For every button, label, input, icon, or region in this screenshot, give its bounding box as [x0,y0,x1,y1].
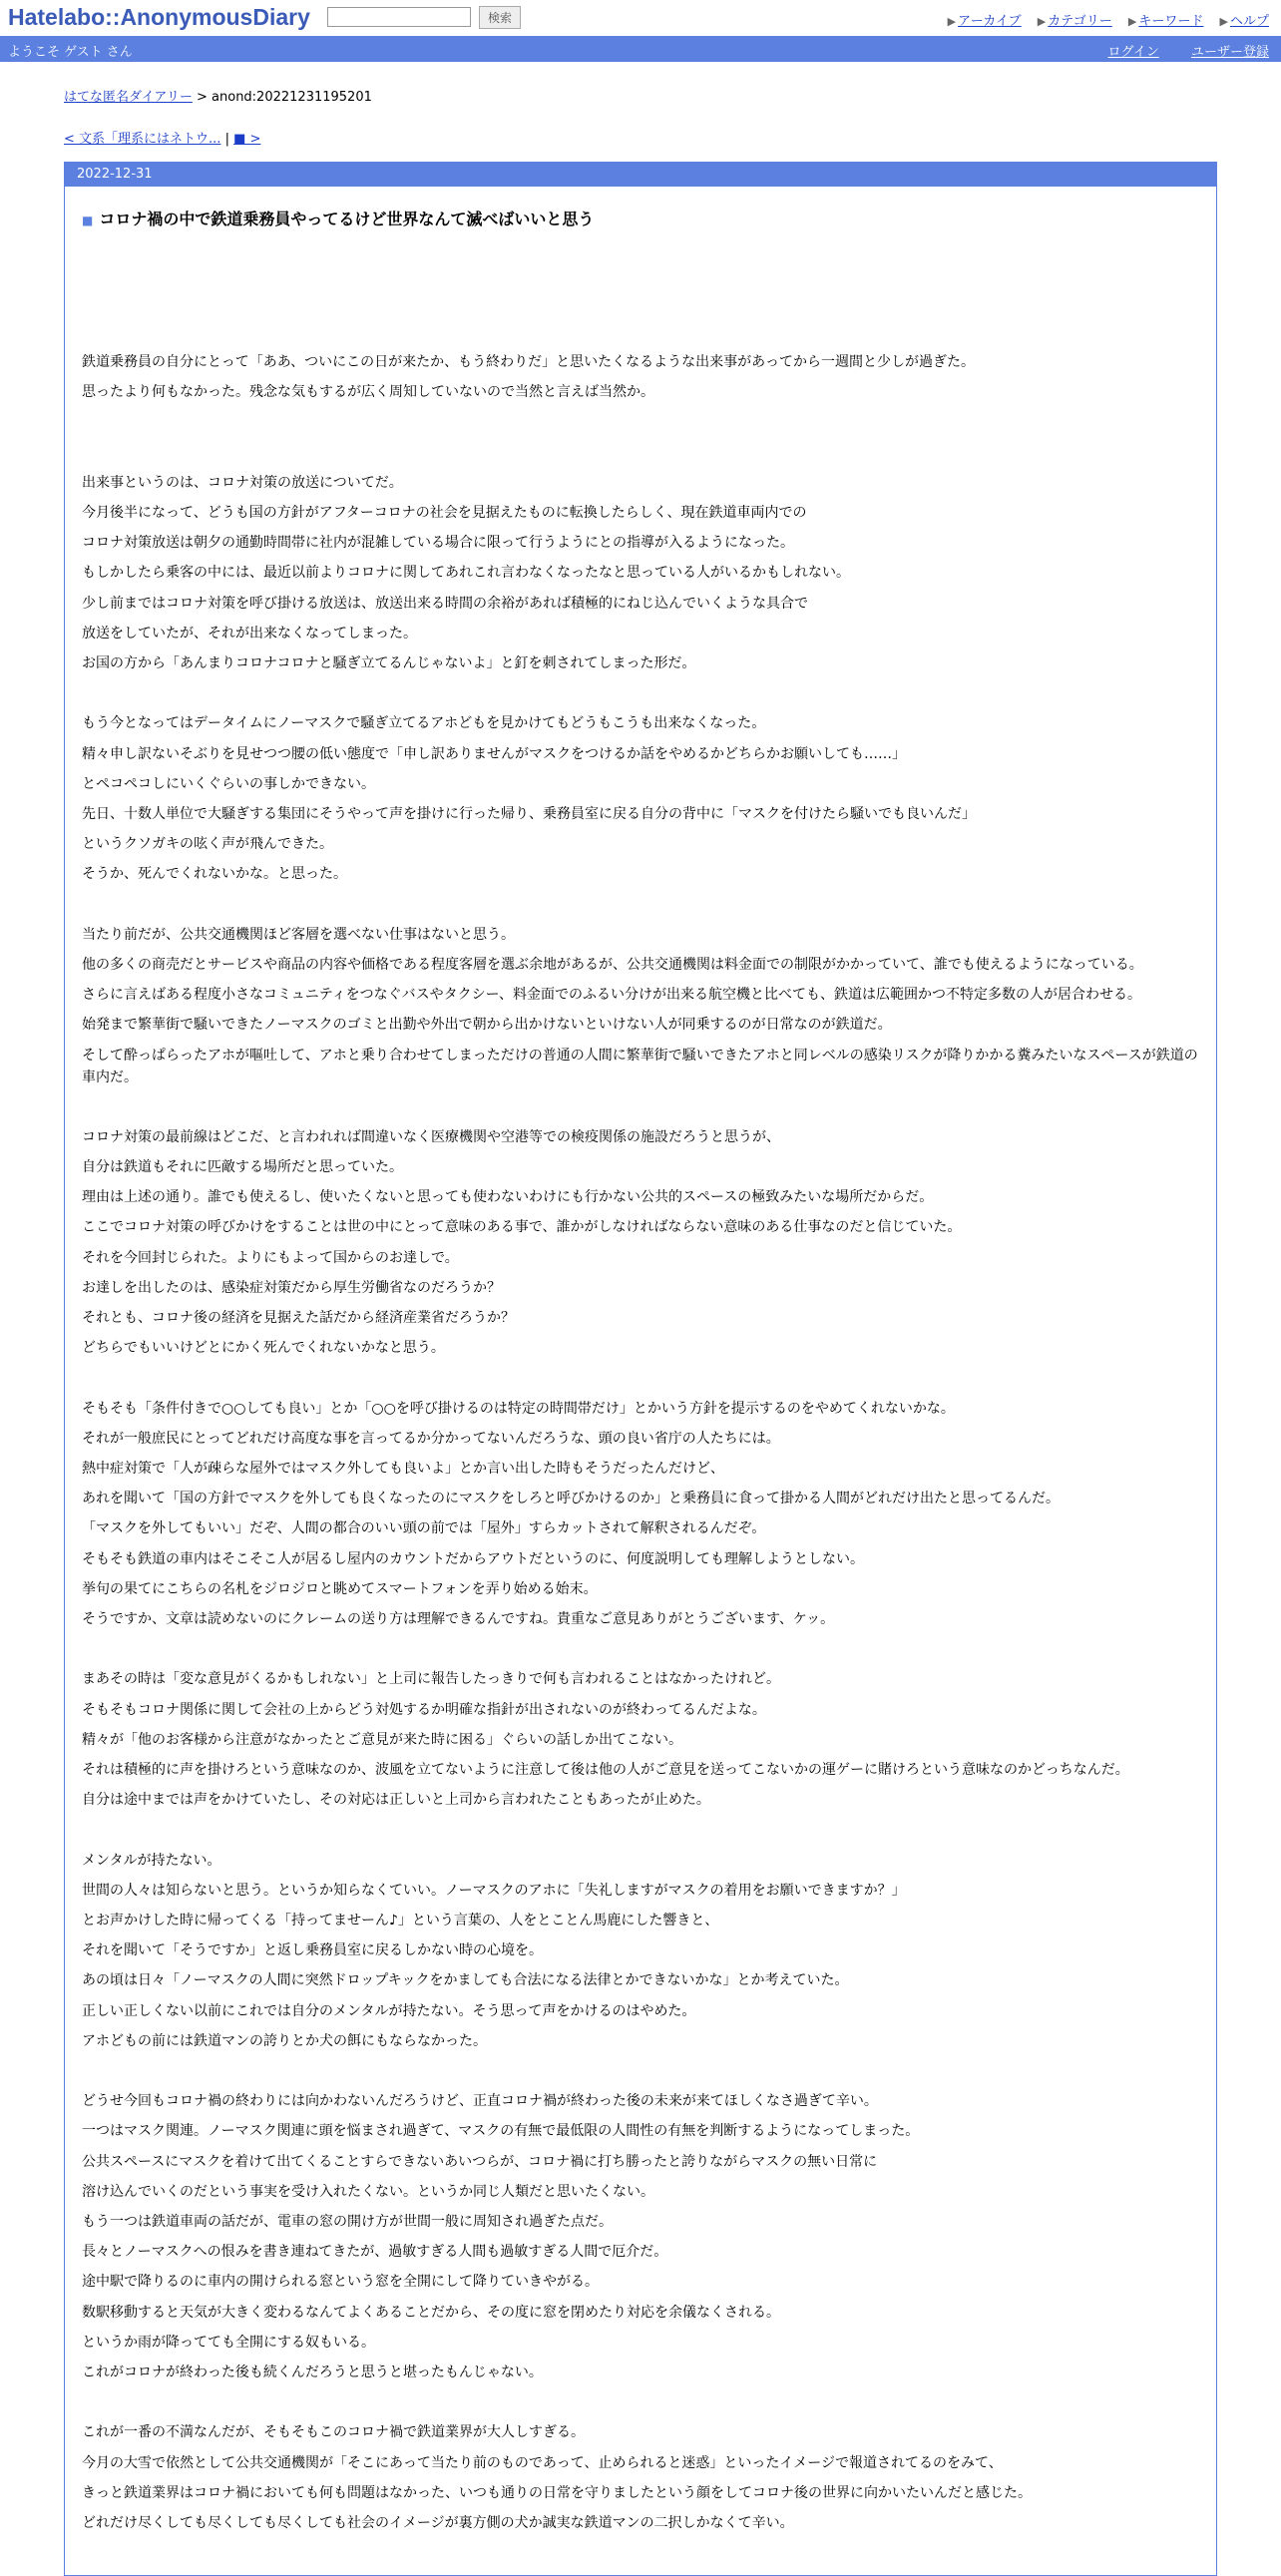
body-line: もう一つは鉄道車両の話だが、電車の窓の開け方が世間一般に周知され過ぎた点だ。 [82,2214,613,2231]
body-line: これが一番の不満なんだが、そもそもこのコロナ禍で鉄道業界が大人しすぎる。 [82,2424,585,2441]
body-line: そもそもコロナ関係に関して会社の上からどう対処するか明確な指針が出されないのが終わってるんだよな。 [82,1701,766,1718]
body-line: それを聞いて「そうですか」と返し乗務員室に戻るしかない時の心境を。 [82,1942,543,1959]
body-line: 長々とノーマスクへの恨みを書き連ねてきたが、過敏すぎる人間も過敏すぎる人間で厄介だ。 [82,2244,668,2261]
body-line: あれを聞いて「国の方針でマスクを外しても良くなったのにマスクをしろと呼びかけるのか」と乗務員に食って掛かる人間がどれだけ出たと思ってるんだ。 [82,1491,1060,1507]
body-line: とお声かけした時に帰ってくる「持ってませーん♪」という言葉の、人をとことん馬鹿にした響きと、 [82,1913,719,1930]
body-line: 溶け込んでいくのだという事実を受け入れたくない。というか同じ人類だと思いたくない。 [82,2183,654,2200]
paragraph-gap [82,1815,1199,1845]
welcome-text: ようこそ ゲスト さん [8,45,133,60]
register-link[interactable]: ユーザー登録 [1190,45,1269,60]
breadcrumb [64,86,372,105]
prev-entry-link[interactable]: < 文系「理系にはネトウ... [64,132,221,147]
body-line: 思ったより何もなかった。残念な気もするが広く周知していないので当然と言えば当然か。 [82,384,654,401]
search-input[interactable] [327,7,471,27]
body-line: お国の方から「あんまりコロナコロナと騒ぎ立てるんじゃないよ」と釘を刺されてしまった形だ。 [82,655,696,671]
body-line: そもそも鉄道の車内はそこそこ人が居るし屋内のカウントだからアウトだというのに、何度説明しても理解しようとしない。 [82,1550,864,1567]
body-line: 今月の大雪で依然として公共交通機関が「そこにあって当たり前のものであって、止められると迷惑」といったイメージで報道されてるのをみて、 [82,2454,1003,2471]
body-line: きっと鉄道業界はコロナ禍においても何も問題はなかった、いつも通りの日常を守りましたという顔をしてコロナ後の世界に向かいたいんだと感じた。 [82,2484,1032,2501]
body-line: もう今となってはデータイムにノーマスクで騒ぎ立てるアホどもを見かけてもどうもこうも出来なくなった。 [82,715,766,732]
paragraph-gap [82,438,1199,468]
entry-body [82,347,1199,2538]
body-line: 世間の人々は知らないと思う。というか知らなくていい。ノーマスクのアホに「失礼しますがマスクの着用をお願いできますか？」 [82,1882,906,1899]
paragraph-gap [82,2387,1199,2417]
body-line: 自分は途中までは声をかけていたし、その対応は正しいと上司から言われたこともあったが止めた。 [82,1792,710,1809]
body-line: そして酔っぱらったアホが嘔吐して、アホと乗り合わせてしまっただけの普通の人間に繁華街で騒いできたアホと同レベルの感染リスクが降りかかる糞みたいなスペースが鉄道の車内だ。 [82,1047,1198,1085]
body-line: 理由は上述の通り。誰でも使えるし、使いたくないと思っても使わないわけにも行かない公共的スペースの極致みたいな場所だからだ。 [82,1189,934,1206]
body-line: それを今回封じられた。よりにもよって国からのお達しで。 [82,1249,459,1266]
breadcrumb-separator: > [196,90,208,105]
arrow-icon: ▶ [947,15,957,28]
entry-title [82,207,594,229]
arrow-icon: ▶ [1037,15,1047,28]
paragraph-gap [82,407,1199,437]
pager-separator: | [224,132,229,147]
breadcrumb-current: anond:20221231195201 [212,90,372,105]
body-line: 少し前まではコロナ対策を呼び掛ける放送は、放送出来る時間の余裕があれば積極的にねじ込んでいくような具合で [82,595,808,612]
body-line: というか雨が降ってても全開にする奴もいる。 [82,2334,375,2351]
arrow-icon: ▶ [1219,15,1228,28]
breadcrumb-home-link[interactable]: はてな匿名ダイアリー [64,90,193,105]
body-line: 数駅移動すると天気が大きく変わるなんてよくあることだから、その度に窓を閉めたり対応を余儀なくされる。 [82,2304,780,2321]
paragraph-gap [82,1634,1199,1664]
body-line: そうですか、文章は読めないのにクレームの送り方は理解できるんですね。貴重なご意見ありがとうございます、ケッ。 [82,1611,835,1628]
entry-permalink[interactable]: ■ [82,214,94,227]
search-button[interactable]: 検索 [479,6,521,29]
body-line: 熱中症対策で「人が疎らな屋外ではマスク外しても良いよ」とか言い出した時もそうだったんだけど、 [82,1461,724,1478]
next-entry-link[interactable]: ■ > [233,132,261,147]
entry-date: 2022-12-31 [65,163,1216,187]
top-links [948,10,1269,29]
body-line: コロナ対策の最前線はどこだ、と言われれば間違いなく医療機関や空港等での検疫関係の施設だろうと思うが、 [82,1128,780,1145]
body-line: ここでコロナ対策の呼びかけをすることは世の中にとって意味のある事で、誰かがしなければならない意味のある仕事なのだと信じていた。 [82,1219,962,1236]
entry-title-text: コロナ禍の中で鉄道乗務員やってるけど世界なんて滅べばいいと思う [99,210,595,228]
help-link[interactable]: ヘルプ [1229,14,1269,29]
account-links [1079,41,1269,60]
body-line: そうか、死んでくれないかな。と思った。 [82,866,347,883]
user-bar [0,36,1281,62]
body-line: どれだけ尽くしても尽くしても尽くしても社会のイメージが裏方側の犬か誠実な鉄道マンの二択しかなくて辛い。 [82,2515,794,2532]
body-line: 「マスクを外してもいい」だぞ、人間の都合のいい頭の前では「屋外」すらカットされて解釈されるんだぞ。 [82,1520,766,1537]
body-line: お達しを出したのは、感染症対策だから厚生労働省なのだろうか？ [82,1279,501,1296]
login-link[interactable]: ログイン [1107,45,1159,60]
body-line: それが一般庶民にとってどれだけ高度な事を言ってるか分かってないんだろうな、頭の良い省庁の人たちには。 [82,1430,780,1447]
body-line: 精々が「他のお客様から注意がなかったとご意見が来た時に困る」ぐらいの話しか出てこない。 [82,1731,682,1748]
body-line: 鉄道乗務員の自分にとって「ああ、ついにこの日が来たか、もう終わりだ」と思いたくなるような出来事があってから一週間と少しが過ぎた。 [82,354,976,370]
body-line: どちらでもいいけどとにかく死んでくれないかなと思う。 [82,1340,445,1357]
paragraph-gap [82,1363,1199,1393]
body-line: それとも、コロナ後の経済を見据えた話だから経済産業省だろうか？ [82,1310,515,1327]
body-line: もしかしたら乗客の中には、最近以前よりコロナに関してあれこれ言わなくなったなと思っている人がいるかもしれない。 [82,565,850,582]
body-line: 公共スペースにマスクを着けて出てくることすらできないあいつらが、コロナ禍に打ち勝ったと誇りながらマスクの無い日常に [82,2153,878,2170]
entry-box [64,162,1217,2576]
paragraph-gap [82,1092,1199,1122]
body-line: 途中駅で降りるのに車内の開けられる窓という窓を全開にして降りていきやがる。 [82,2274,599,2291]
body-line: 始発まで繁華街で騒いできたノーマスクのゴミと出勤や外出で朝から出かけないといけない人が同乗するのが日常なのが鉄道だ。 [82,1017,892,1034]
body-line: 自分は鉄道もそれに匹敵する場所だと思っていた。 [82,1159,403,1175]
body-line: 出来事というのは、コロナ対策の放送についてだ。 [82,474,403,491]
body-line: さらに言えばある程度小さなコミュニティをつなぐバスやタクシー、料金面でのふるい分けが出来る航空機と比べても、鉄道は広範囲かつ不特定多数の人が居合わせる。 [82,987,1142,1004]
body-line: 今月後半になって、どうも国の方針がアフターコロナの社会を見据えたものに転換したらしく、現在鉄道車両内での [82,504,807,521]
body-line: 挙句の果てにこちらの名札をジロジロと眺めてスマートフォンを弄り始める始末。 [82,1580,598,1597]
body-line: 放送をしていたが、それが出来なくなってしまった。 [82,625,417,642]
site-logo[interactable]: Hatelabo::AnonymousDiary [8,4,310,30]
body-line: 精々申し訳ないそぶりを見せつつ腰の低い態度で「申し訳ありませんがマスクをつけるか話をやめるかどちらかお願いしても……」 [82,745,906,762]
body-line: というクソガキの呟く声が飛んできた。 [82,836,333,853]
body-line: 当たり前だが、公共交通機関ほど客層を選べない仕事はないと思う。 [82,926,515,943]
body-line: アホどもの前には鉄道マンの誇りとか犬の餌にもならなかった。 [82,2032,487,2049]
body-line: まあその時は「変な意見がくるかもしれない」と上司に報告したっきりで何も言われることはなかったけれど。 [82,1671,780,1688]
paragraph-gap [82,2056,1199,2086]
category-link[interactable]: カテゴリー [1048,14,1112,29]
entry-pager [64,128,260,147]
body-line: あの頃は日々「ノーマスクの人間に突然ドロップキックをかましても合法になる法律とかできないかな」とか考えていた。 [82,1972,849,1989]
top-bar [0,0,1281,36]
body-line: そもそも「条件付きで○○しても良い」とか「○○を呼び掛けるのは特定の時間帯だけ」とかいう方針を提示するのをやめてくれないかな。 [82,1400,955,1417]
paragraph-gap [82,678,1199,708]
body-line: これがコロナが終わった後も続くんだろうと思うと堪ったもんじゃない。 [82,2364,543,2381]
body-line: 正しい正しくない以前にこれでは自分のメンタルが持たない。そう思って声をかけるのはやめた。 [82,2002,696,2019]
body-line: とペコペコしにいくぐらいの事しかできない。 [82,775,375,792]
body-line: 一つはマスク関連。ノーマスク関連に頭を悩まされ過ぎて、マスクの有無で最低限の人間性の有無を判断するようになってしまった。 [82,2123,920,2140]
body-line: 他の多くの商売だとサービスや商品の内容や価格である程度客層を選ぶ余地があるが、公共交通機関は料金面での制限がかかっていて、誰でも使えるようになっている。 [82,957,1143,973]
archive-link[interactable]: アーカイブ [958,14,1022,29]
paragraph-gap [82,890,1199,920]
body-line: それは積極的に声を掛けろという意味なのか、波風を立てないように注意して後は他の人がご意見を送ってこないかの運ゲーに賭けろという意味なのかどっちなんだ。 [82,1762,1129,1779]
body-line: コロナ対策放送は朝夕の通勤時間帯に社内が混雑している場合に限って行うようにとの指導が入るようになった。 [82,535,794,552]
keyword-link[interactable]: キーワード [1138,14,1204,29]
arrow-icon: ▶ [1127,15,1137,28]
body-line: メンタルが持たない。 [82,1852,221,1869]
body-line: 先日、十数人単位で大騒ぎする集団にそうやって声を掛けに行った帰り、乗務員室に戻る自分の背中に「マスクを付けたら騒いでも良いんだ」 [82,806,976,822]
body-line: どうせ今回もコロナ禍の終わりには向かわないんだろうけど、正直コロナ禍が終わった後の未来が来てほしくなさ過ぎて辛い。 [82,2093,878,2110]
